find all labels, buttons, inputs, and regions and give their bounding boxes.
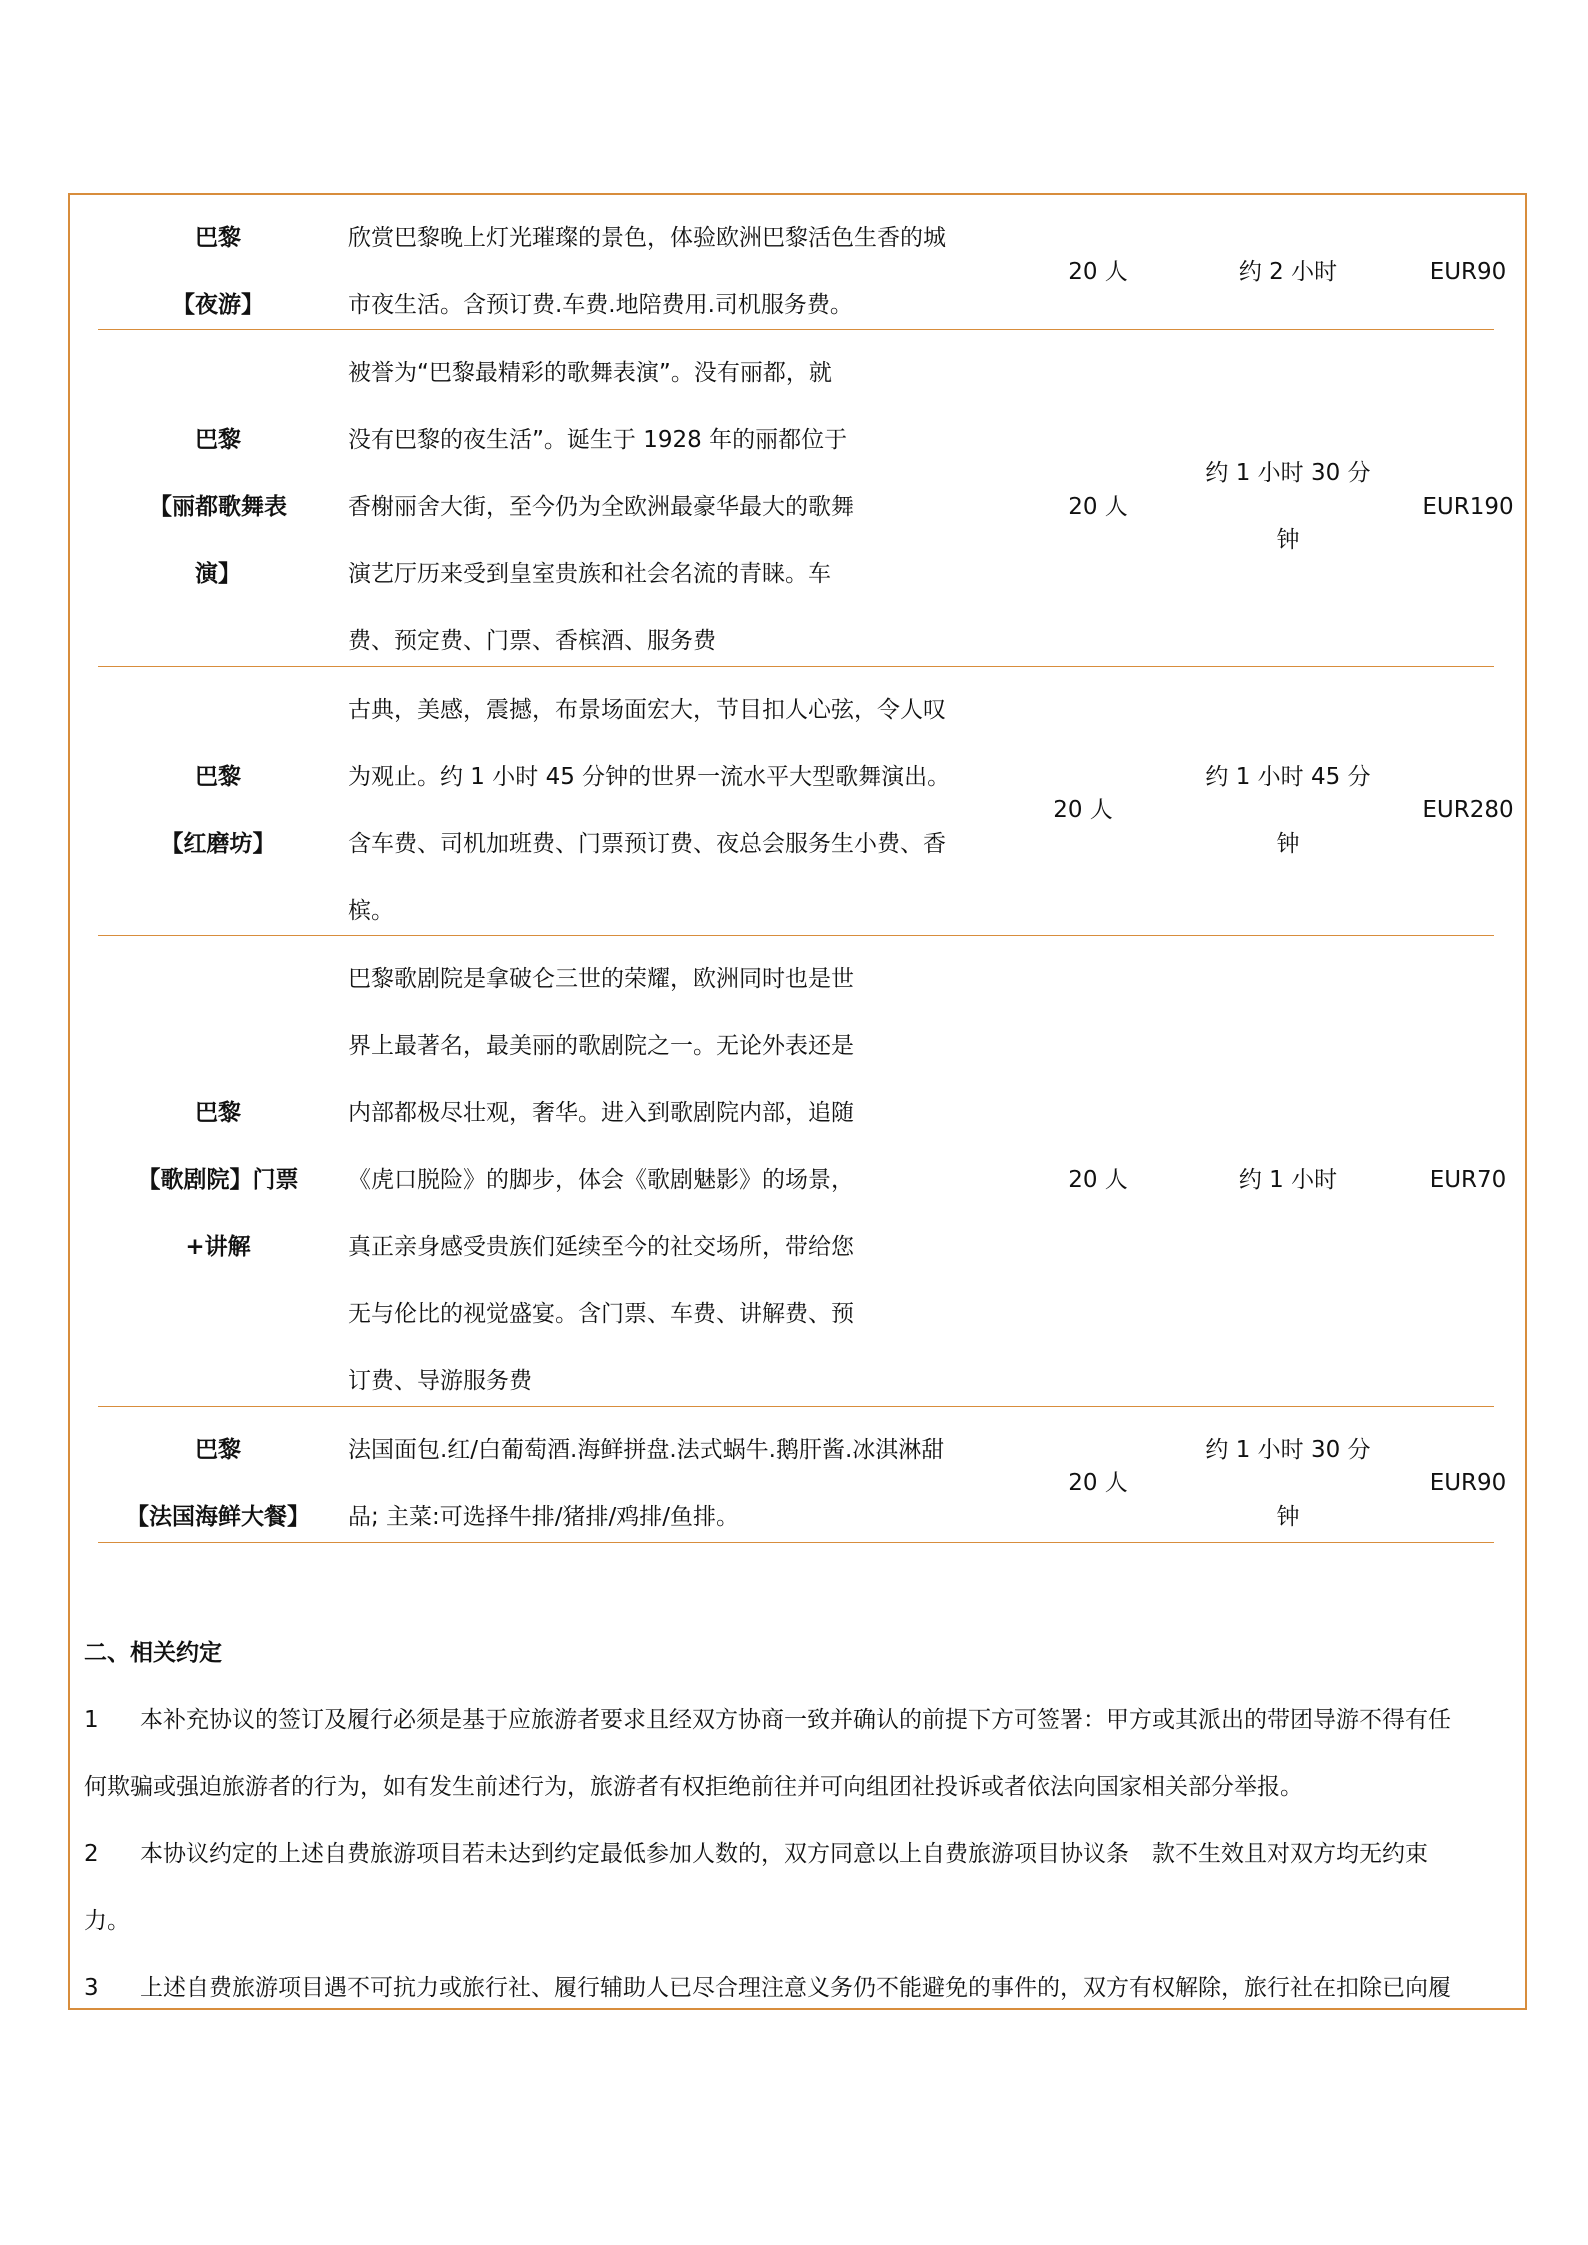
desc-line: 内部都极尽壮观，奢华。进入到歌剧院内部，追随 bbox=[348, 1100, 854, 1126]
section-related-terms bbox=[84, 1620, 1514, 2022]
desc-line: 《虎口脱险》的脚步，体会《歌剧魅影》的场景， bbox=[348, 1167, 854, 1193]
item-people: 20 人 bbox=[1053, 797, 1113, 823]
item-people: 20 人 bbox=[1068, 258, 1128, 285]
desc-line: 法国面包.红/白葡萄酒.海鲜拼盘.法式蜗牛.鹅肝酱.冰淇淋甜 bbox=[348, 1437, 945, 1463]
item-city: 巴黎 bbox=[195, 1437, 241, 1463]
desc-line: 香榭丽舍大街，至今仍为全欧洲最豪华最大的歌舞 bbox=[348, 494, 854, 520]
row-divider bbox=[98, 666, 1494, 667]
table-row bbox=[98, 946, 1507, 1406]
item-price: EUR280 bbox=[1422, 797, 1514, 823]
clause-number: 3 bbox=[84, 1975, 99, 2001]
item-title: 【夜游】 bbox=[172, 292, 264, 318]
desc-line: 界上最著名，最美丽的歌剧院之一。无论外表还是 bbox=[348, 1033, 854, 1059]
desc-line: 订费、导游服务费 bbox=[348, 1368, 532, 1394]
item-name bbox=[98, 1080, 338, 1281]
item-title: +讲解 bbox=[185, 1234, 251, 1260]
item-duration: 约 1 小时 bbox=[1238, 1167, 1338, 1193]
desc-line: 含车费、司机加班费、门票预订费、夜总会服务生小费、香 bbox=[348, 831, 946, 857]
clause-3 bbox=[84, 1955, 1514, 2022]
item-title: 【红磨坊】 bbox=[160, 831, 276, 857]
item-city: 巴黎 bbox=[195, 764, 241, 790]
item-title: 【歌剧院】门票 bbox=[137, 1167, 299, 1193]
clause-text: 本协议约定的上述自费旅游项目若未达到约定最低参加人数的，双方同意以上自费旅游项目协议条 款不生效且对双方均无约束 bbox=[140, 1841, 1428, 1867]
section-title: 二、相关约定 bbox=[84, 1640, 222, 1666]
item-name bbox=[98, 205, 338, 329]
item-name bbox=[98, 407, 338, 608]
item-city: 巴黎 bbox=[195, 1100, 241, 1126]
item-city: 巴黎 bbox=[195, 225, 241, 251]
item-name bbox=[98, 744, 338, 878]
item-name bbox=[98, 1417, 338, 1551]
clause-2 bbox=[84, 1821, 1514, 1955]
item-price: EUR70 bbox=[1429, 1167, 1507, 1193]
desc-line: 品; 主菜:可选择牛排/猪排/鸡排/鱼排。 bbox=[348, 1504, 740, 1530]
item-duration: 约 2 小时 bbox=[1238, 258, 1338, 285]
item-title: 演】 bbox=[195, 561, 241, 587]
desc-line: 古典，美感，震撼，布景场面宏大，节目扣人心弦，令人叹 bbox=[348, 697, 946, 723]
desc-line: 为观止。约 1 小时 45 分钟的世界一流水平大型歌舞演出。 bbox=[348, 764, 951, 790]
desc-line: 费、预定费、门票、香槟酒、服务费 bbox=[348, 628, 716, 654]
clause-text: 本补充协议的签订及履行必须是基于应旅游者要求且经双方协商一致并确认的前提下方可签署：甲方或其派出的带团导游不得有任 bbox=[140, 1707, 1451, 1733]
item-price: EUR90 bbox=[1429, 258, 1507, 285]
item-people: 20 人 bbox=[1068, 1167, 1128, 1193]
desc-line: 市夜生活。含预订费.车费.地陪费用.司机服务费。 bbox=[348, 292, 853, 318]
table-row bbox=[98, 340, 1514, 666]
table-row bbox=[98, 677, 1514, 935]
clause-text: 上述自费旅游项目遇不可抗力或旅行社、履行辅助人已尽合理注意义务仍不能避免的事件的，双方有权解除，旅行社在扣除已向履 bbox=[140, 1975, 1451, 2001]
item-title: 【法国海鲜大餐】 bbox=[126, 1504, 310, 1530]
desc-line: 真正亲身感受贵族们延续至今的社交场所，带给您 bbox=[348, 1234, 854, 1260]
row-divider bbox=[98, 935, 1494, 936]
item-duration: 约 1 小时 45 分 钟 bbox=[1205, 764, 1371, 857]
item-people: 20 人 bbox=[1068, 494, 1128, 520]
desc-line: 无与伦比的视觉盛宴。含门票、车费、讲解费、预 bbox=[348, 1301, 854, 1327]
item-description bbox=[348, 1417, 998, 1551]
row-divider bbox=[98, 329, 1494, 330]
desc-line: 巴黎歌剧院是拿破仑三世的荣耀，欧洲同时也是世 bbox=[348, 966, 854, 992]
item-duration: 约 1 小时 30 分 钟 bbox=[1205, 460, 1371, 553]
clause-number: 2 bbox=[84, 1841, 99, 1867]
desc-line: 演艺厅历来受到皇室贵族和社会名流的青睐。车 bbox=[348, 561, 831, 587]
row-divider bbox=[98, 1406, 1494, 1407]
item-city: 巴黎 bbox=[195, 427, 241, 453]
clause-text: 何欺骗或强迫旅游者的行为，如有发生前述行为，旅游者有权拒绝前往并可向组团社投诉或者依法向国家相关部分举报。 bbox=[84, 1774, 1303, 1800]
table-row bbox=[98, 1417, 1507, 1542]
item-people: 20 人 bbox=[1068, 1470, 1128, 1496]
item-title: 【丽都歌舞表 bbox=[149, 494, 287, 520]
desc-line: 没有巴黎的夜生活”。诞生于 1928 年的丽都位于 bbox=[348, 427, 848, 453]
row-divider bbox=[98, 1542, 1494, 1543]
table-row bbox=[98, 205, 1507, 329]
item-description bbox=[348, 946, 998, 1415]
item-description bbox=[348, 205, 998, 339]
desc-line: 被誉为“巴黎最精彩的歌舞表演”。没有丽都，就 bbox=[348, 360, 832, 386]
desc-line: 槟。 bbox=[348, 898, 394, 924]
item-description bbox=[348, 340, 998, 675]
item-duration: 约 1 小时 30 分 钟 bbox=[1205, 1437, 1371, 1530]
item-price: EUR190 bbox=[1422, 494, 1514, 520]
clause-1 bbox=[84, 1687, 1514, 1821]
clause-text: 力。 bbox=[84, 1908, 130, 1934]
desc-line: 欣赏巴黎晚上灯光璀璨的景色，体验欧洲巴黎活色生香的城 bbox=[348, 225, 946, 251]
item-description bbox=[348, 677, 998, 945]
item-price: EUR90 bbox=[1429, 1470, 1507, 1496]
clause-number: 1 bbox=[84, 1707, 99, 1733]
